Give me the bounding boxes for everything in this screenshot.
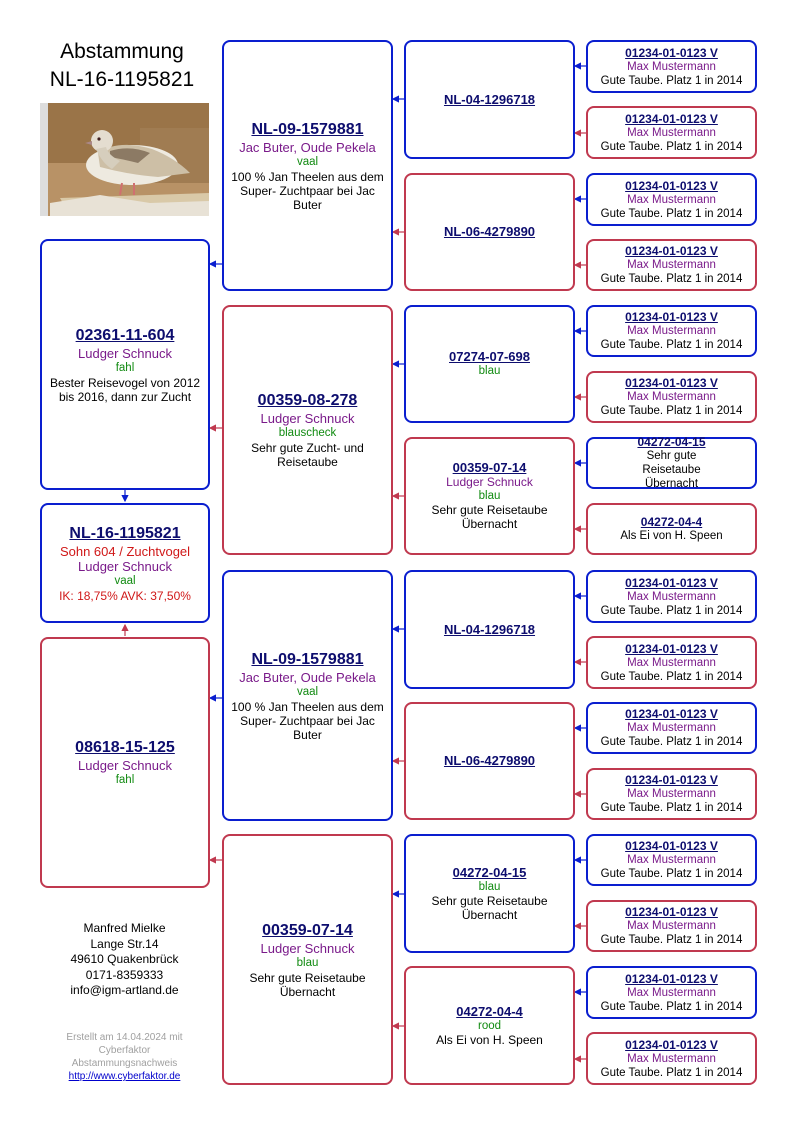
- subject-card[interactable]: [40, 503, 210, 623]
- note: Sehr gute Zucht- und Reisetaube: [251, 441, 364, 469]
- ring-number[interactable]: 01234-01-0123 V: [625, 641, 718, 656]
- great-grandparent-card[interactable]: [404, 834, 575, 953]
- note: Als Ei von H. Speen: [436, 1032, 543, 1047]
- ancestor-card[interactable]: [586, 305, 757, 357]
- owner: Max Mustermann: [627, 193, 716, 206]
- ring-number[interactable]: 00359-08-278: [257, 392, 358, 409]
- ring-number[interactable]: 01234-01-0123 V: [625, 575, 718, 590]
- owner: Ludger Schnuck: [260, 940, 355, 956]
- ring-number[interactable]: 00359-07-14: [452, 460, 527, 475]
- ring-number[interactable]: NL-06-4279890: [443, 753, 536, 768]
- ring-number[interactable]: 02361-11-604: [75, 326, 175, 344]
- note: Gute Taube. Platz 1 in 2014: [600, 934, 743, 946]
- ring-number[interactable]: 04272-04-4: [456, 1003, 523, 1019]
- grandparent-card[interactable]: [222, 834, 393, 1085]
- breeder-address: [40, 921, 209, 999]
- ring-number[interactable]: 01234-01-0123 V: [625, 773, 718, 787]
- great-grandparent-card[interactable]: [404, 40, 575, 159]
- note: Sehr gute Reisetaube Übernacht: [642, 450, 701, 490]
- note: 100 % Jan Theelen aus dem Super- Zuchtpaar bei Jac Buter: [231, 699, 384, 742]
- great-grandparent-card[interactable]: [404, 305, 575, 423]
- color: blau: [478, 490, 501, 502]
- ancestor-card[interactable]: [586, 173, 757, 226]
- note: Sehr gute Reisetaube Übernacht: [431, 893, 548, 922]
- created-credit: [40, 1031, 209, 1083]
- owner: Max Mustermann: [627, 259, 716, 271]
- ring-number[interactable]: 01234-01-0123 V: [625, 178, 718, 193]
- grandparent-card[interactable]: [222, 40, 393, 291]
- ancestor-card[interactable]: [586, 371, 757, 423]
- breeder-city: 49610 Quakenbrück: [70, 952, 179, 967]
- note: Gute Taube. Platz 1 in 2014: [600, 736, 743, 748]
- ancestor-card[interactable]: [586, 437, 757, 489]
- color: blau: [478, 365, 501, 377]
- note: Gute Taube. Platz 1 in 2014: [600, 604, 743, 617]
- owner: Ludger Schnuck: [78, 558, 172, 574]
- ancestor-card[interactable]: [586, 40, 757, 93]
- title-ring: NL-16-1195821: [49, 68, 195, 91]
- ancestor-card[interactable]: [586, 966, 757, 1019]
- note: Sehr gute Reisetaube Übernacht: [249, 970, 366, 999]
- owner: Ludger Schnuck: [78, 345, 172, 361]
- owner: Max Mustermann: [627, 590, 716, 603]
- ring-number[interactable]: 04272-04-15: [452, 864, 527, 880]
- ring-number[interactable]: 01234-01-0123 V: [625, 310, 718, 324]
- bird-name: Sohn 604 / Zuchtvogel: [59, 543, 191, 559]
- ancestor-card[interactable]: [586, 503, 757, 555]
- note: Gute Taube. Platz 1 in 2014: [600, 339, 743, 351]
- ring-number[interactable]: 04272-04-4: [640, 515, 703, 529]
- ring-number[interactable]: NL-09-1579881: [251, 650, 364, 668]
- pigeon-photo: [40, 103, 209, 216]
- color: rood: [477, 1019, 502, 1032]
- ring-number[interactable]: NL-16-1195821: [69, 524, 181, 542]
- owner: Max Mustermann: [627, 391, 716, 403]
- ancestor-card[interactable]: [586, 702, 757, 754]
- title-text: Abstammung: [60, 40, 184, 63]
- great-grandparent-card[interactable]: [404, 702, 575, 820]
- ancestor-card[interactable]: [586, 1032, 757, 1085]
- breeder-email: info@igm-artland.de: [70, 983, 179, 998]
- great-grandparent-card[interactable]: [404, 570, 575, 689]
- ancestor-card[interactable]: [586, 834, 757, 886]
- ring-number[interactable]: 00359-07-14: [262, 921, 353, 939]
- color: blauscheck: [278, 427, 337, 439]
- owner: Ludger Schnuck: [78, 757, 172, 773]
- credit-line-2: Cyberfaktor: [98, 1045, 151, 1056]
- ring-number[interactable]: 01234-01-0123 V: [625, 244, 718, 258]
- pedigree-title: [22, 38, 222, 94]
- owner: Max Mustermann: [627, 722, 716, 734]
- owner: Jac Buter, Oude Pekela: [239, 669, 376, 685]
- ring-number[interactable]: 01234-01-0123 V: [625, 376, 718, 390]
- note: Gute Taube. Platz 1 in 2014: [600, 273, 743, 285]
- great-grandparent-card[interactable]: [404, 437, 575, 555]
- credit-line-1: Erstellt am 14.04.2024 mit: [66, 1032, 183, 1043]
- note: Gute Taube. Platz 1 in 2014: [600, 670, 743, 683]
- color: vaal: [296, 155, 319, 168]
- ring-number[interactable]: NL-09-1579881: [251, 120, 364, 138]
- owner: Max Mustermann: [627, 986, 716, 999]
- color: blau: [478, 880, 501, 893]
- ring-number[interactable]: 01234-01-0123 V: [625, 707, 718, 721]
- owner: Max Mustermann: [627, 854, 716, 866]
- cyberfaktor-link[interactable]: http://www.cyberfaktor.de: [68, 1071, 181, 1082]
- owner: Max Mustermann: [627, 60, 716, 73]
- color: fahl: [115, 773, 135, 786]
- note: Sehr gute Reisetaube Übernacht: [431, 503, 548, 531]
- ring-number[interactable]: 01234-01-0123 V: [625, 839, 718, 853]
- note: Gute Taube. Platz 1 in 2014: [600, 868, 743, 880]
- note: Gute Taube. Platz 1 in 2014: [600, 802, 743, 814]
- owner: Ludger Schnuck: [260, 411, 355, 426]
- ring-number[interactable]: 01234-01-0123 V: [625, 45, 718, 60]
- ancestor-card[interactable]: [586, 106, 757, 159]
- color: vaal: [296, 685, 319, 698]
- grandparent-card[interactable]: [222, 305, 393, 555]
- great-grandparent-card[interactable]: [404, 173, 575, 291]
- owner: Max Mustermann: [627, 656, 716, 669]
- ring-number[interactable]: 07274-07-698: [449, 349, 530, 364]
- note: Gute Taube. Platz 1 in 2014: [600, 405, 743, 417]
- note: Gute Taube. Platz 1 in 2014: [600, 1000, 743, 1013]
- ring-number[interactable]: 01234-01-0123 V: [625, 1037, 718, 1052]
- owner: Ludger Schnuck: [446, 475, 533, 489]
- breeder-name: Manfred Mielke: [83, 921, 166, 935]
- great-grandparent-card[interactable]: [404, 966, 575, 1085]
- ring-number[interactable]: 01234-01-0123 V: [625, 111, 718, 126]
- owner: Max Mustermann: [627, 1052, 716, 1065]
- owner: Max Mustermann: [627, 920, 716, 932]
- father-card[interactable]: [40, 239, 210, 490]
- note: Gute Taube. Platz 1 in 2014: [600, 207, 743, 220]
- ancestor-card[interactable]: [586, 239, 757, 291]
- ancestor-card[interactable]: [586, 636, 757, 689]
- credit-line-3: Abstammungsnachweis: [71, 1058, 178, 1069]
- ancestor-card[interactable]: [586, 768, 757, 820]
- ring-number[interactable]: 04272-04-15: [637, 435, 706, 449]
- color: fahl: [115, 361, 135, 374]
- breeder-street: Lange Str.14: [90, 936, 159, 951]
- breeder-phone: 0171-8359333: [85, 967, 164, 982]
- note: Als Ei von H. Speen: [620, 530, 723, 542]
- mother-card[interactable]: [40, 637, 210, 888]
- ring-number[interactable]: 01234-01-0123 V: [625, 905, 718, 919]
- grandparent-card[interactable]: [222, 570, 393, 821]
- ring-number[interactable]: 08618-15-125: [75, 738, 175, 756]
- ring-number[interactable]: 01234-01-0123 V: [625, 971, 718, 986]
- ring-number[interactable]: NL-06-4279890: [443, 224, 536, 239]
- owner: Max Mustermann: [627, 788, 716, 800]
- owner: Jac Buter, Oude Pekela: [239, 139, 376, 155]
- ring-number[interactable]: NL-04-1296718: [443, 621, 536, 637]
- note: Bester Reisevogel von 2012 bis 2016, dann zur Zucht: [49, 375, 201, 404]
- ancestor-card[interactable]: [586, 900, 757, 952]
- color: blau: [296, 956, 319, 969]
- ring-number[interactable]: NL-04-1296718: [443, 91, 536, 107]
- ancestor-card[interactable]: [586, 570, 757, 623]
- note: 100 % Jan Theelen aus dem Super- Zuchtpaar bei Jac Buter: [231, 169, 384, 212]
- color: vaal: [114, 574, 136, 587]
- owner: Max Mustermann: [627, 126, 716, 139]
- owner: Max Mustermann: [627, 325, 716, 337]
- note: Gute Taube. Platz 1 in 2014: [600, 74, 743, 87]
- note: Gute Taube. Platz 1 in 2014: [600, 1066, 743, 1079]
- note: Gute Taube. Platz 1 in 2014: [600, 140, 743, 153]
- inbreeding-coefficient: IK: 18,75% AVK: 37,50%: [59, 588, 191, 603]
